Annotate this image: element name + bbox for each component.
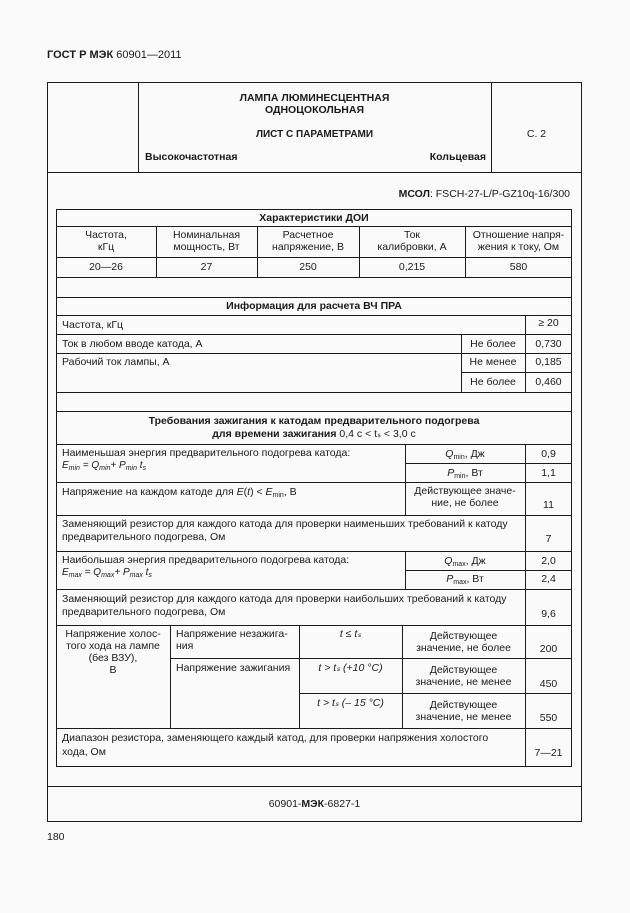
doi-col-header	[56, 229, 156, 253]
divider	[491, 82, 492, 172]
open-circuit-label	[56, 628, 170, 676]
q-max-label	[405, 555, 525, 571]
qualifier-line: значение, не менее	[415, 711, 512, 723]
header-line: кГц	[97, 241, 115, 253]
symbol: Q	[444, 555, 453, 567]
doi-col-header	[359, 229, 465, 253]
doi-col-header	[156, 229, 257, 253]
qualifier-line: Действующее	[429, 630, 498, 642]
header-line: Отношение напря-	[472, 229, 565, 241]
lamp-id-value: : FSCH-27-L/P-GZ10q-16/300	[429, 188, 570, 200]
title-text: для времени зажигания	[212, 428, 340, 440]
divider	[56, 728, 572, 729]
q-max-value: 2,0	[541, 555, 556, 567]
hf-row-value: 0,460	[535, 376, 562, 388]
doi-section-title: Характеристики ДОИ	[259, 212, 369, 224]
max-resistor-line2: предварительного подогрева, Ом	[62, 606, 226, 618]
qualifier	[402, 630, 525, 654]
hf-row-qualifier: Не более	[470, 376, 516, 388]
doi-value-ratio: 580	[509, 261, 528, 273]
divider	[56, 226, 572, 227]
unit: , Вт	[465, 467, 483, 479]
divider	[47, 172, 582, 173]
doi-value-voltage: 250	[299, 261, 317, 273]
min-energy-formula: $E_{min} = Q_{min}+ P_{min}$ $t_s$	[62, 460, 147, 472]
unit: , Дж	[465, 555, 486, 567]
header-line: Ток	[403, 229, 421, 241]
divider	[461, 372, 572, 373]
divider	[56, 444, 572, 445]
standard-prefix: ГОСТ Р МЭК	[47, 49, 114, 61]
max-energy-label: Наибольшая энергия предварительного подогрева катода:	[62, 554, 350, 566]
lamp-type-label: Высокочастотная	[145, 151, 238, 163]
doi-value-power: 27	[200, 261, 213, 273]
doi-col-header	[465, 229, 572, 253]
symbol: P	[446, 573, 454, 585]
qualifier	[402, 699, 525, 723]
symbol: Q	[445, 448, 454, 460]
divider	[56, 551, 572, 552]
voltage-type	[176, 628, 288, 652]
sheet-code	[47, 798, 582, 810]
qualifier-line: значение, не менее	[415, 676, 512, 688]
label-line: Напряжение холос-	[65, 628, 161, 640]
hf-row-qualifier: Не более	[470, 338, 516, 350]
label-line: (без ВЗУ),	[88, 652, 138, 664]
hf-row-label: Частота, кГц	[62, 319, 124, 331]
unit: , Вт	[466, 573, 484, 585]
header-line: напряжение, В	[272, 241, 344, 253]
max-energy-formula: $E_{max} = Q_{max}+ P_{max}$ $t_s$	[62, 567, 152, 579]
sheet-title-line1: ЛАМПА ЛЮМИНЕСЦЕНТНАЯ	[239, 92, 390, 104]
divider	[56, 625, 572, 626]
divider	[56, 257, 572, 258]
divider	[56, 277, 572, 278]
lamp-id-label: МСОЛ	[398, 188, 430, 200]
doi-value-frequency: 20—26	[89, 261, 123, 273]
hf-section-title: Информация для расчета ВЧ ПРА	[226, 300, 402, 312]
hf-row-label: Ток в любом вводе катода, А	[62, 338, 203, 350]
unit: , Дж	[464, 448, 485, 460]
subscript: min	[454, 473, 466, 480]
standard-designation	[47, 49, 182, 61]
min-resistor-value: 7	[545, 533, 552, 545]
divider	[56, 392, 572, 393]
qualifier-line: значение, не более	[416, 642, 511, 654]
condition: t ≤ tₛ	[339, 628, 362, 640]
standard-number: 60901—2011	[116, 49, 182, 61]
divider	[56, 334, 572, 335]
subscript: max	[452, 561, 466, 568]
min-resistor-line1: Заменяющий резистор для каждого катода для проверки наименьших требований к катоду	[62, 518, 508, 530]
p-max-label	[405, 573, 525, 589]
hf-row-qualifier: Не менее	[469, 356, 517, 368]
divider	[56, 315, 572, 316]
cathode-voltage-value: 11	[543, 499, 554, 511]
type-line: Напряжение незажига-	[176, 628, 288, 640]
divider	[299, 625, 300, 728]
page-number: 180	[47, 831, 65, 843]
page-reference: С. 2	[526, 128, 547, 140]
header-line: мощность, Вт	[173, 241, 240, 253]
type-line: ния	[176, 640, 194, 652]
q-min-label	[405, 448, 525, 464]
hf-row-value: 0,730	[535, 338, 562, 350]
p-min-label	[405, 467, 525, 483]
label-line: того хода на лампе	[66, 640, 160, 652]
lamp-shape-label: Кольцевая	[429, 151, 486, 163]
min-resistor-line2: предварительного подогрева, Ом	[62, 531, 226, 543]
sheet-title-line2: ОДНОЦОКОЛЬНАЯ	[264, 104, 365, 116]
max-resistor-line1: Заменяющий резистор для каждого катода для проверки наибольших требований к катоду	[62, 593, 507, 605]
header-line: калибровки, А	[377, 241, 447, 253]
qualifier-line: Действующее	[429, 699, 498, 711]
range-resistor-value: 7—21	[534, 747, 563, 759]
q-min-value: 0,9	[541, 448, 556, 460]
doi-value-current: 0,215	[398, 261, 426, 273]
qualifier-line: ние, не более	[431, 497, 499, 509]
symbol: P	[447, 467, 455, 479]
divider	[170, 625, 171, 728]
cathode-voltage-qualifier	[405, 485, 525, 509]
divider	[47, 786, 582, 787]
qualifier-line: Действующее значе-	[414, 485, 516, 497]
ignition-title-line2	[56, 428, 572, 440]
subscript: min	[453, 454, 465, 461]
p-min-value: 1,1	[541, 467, 556, 479]
range-resistor-line2: хода, Ом	[62, 746, 106, 758]
condition: t > tₛ (+10 °С)	[318, 662, 383, 674]
p-max-value: 2,4	[541, 573, 556, 585]
code-part: МЭК	[301, 798, 325, 810]
min-energy-label: Наименьшая энергия предварительного подогрева катода:	[62, 447, 351, 459]
header-line: Частота,	[85, 229, 127, 241]
qualifier	[402, 664, 525, 688]
time-range: 0,4 с < tₛ < 3,0 с	[339, 428, 416, 440]
hf-row-value: 0,185	[535, 356, 562, 368]
header-line: жения к току, Ом	[477, 241, 560, 253]
divider	[170, 658, 572, 659]
header-line: Расчетное	[282, 229, 334, 241]
hf-row-label: Рабочий ток лампы, А	[62, 356, 170, 368]
divider	[56, 589, 572, 590]
divider	[56, 515, 572, 516]
qualifier-line: Действующее	[429, 664, 498, 676]
divider	[56, 297, 572, 298]
max-resistor-value: 9,6	[541, 608, 556, 620]
subscript: max	[453, 579, 467, 586]
code-part: -6827-1	[324, 798, 361, 810]
range-resistor-line1: Диапазон резистора, заменяющего каждый катод, для проверки напряжения холостого	[62, 732, 489, 744]
value: 450	[539, 678, 558, 690]
ignition-title-line1: Требования зажигания к катодам предварительного подогрева	[148, 415, 480, 427]
label-line: В	[109, 664, 117, 676]
value: 200	[539, 643, 558, 655]
code-part: 60901-	[268, 798, 302, 810]
doi-col-header	[257, 229, 359, 253]
voltage-type: Напряжение зажигания	[176, 662, 291, 674]
sheet-subtitle: ЛИСТ С ПАРАМЕТРАМИ	[255, 129, 374, 140]
hf-row-value: ≥ 20	[538, 317, 559, 329]
cathode-voltage-label: Напряжение на каждом катоде для $E(t) < E_{min}$, В	[62, 486, 297, 499]
divider	[56, 411, 572, 412]
divider	[56, 353, 572, 354]
lamp-id	[300, 188, 570, 200]
value: 550	[539, 712, 558, 724]
header-line: Номинальная	[172, 229, 241, 241]
condition: t > tₛ (– 15 °С)	[317, 697, 384, 709]
divider	[299, 693, 572, 694]
